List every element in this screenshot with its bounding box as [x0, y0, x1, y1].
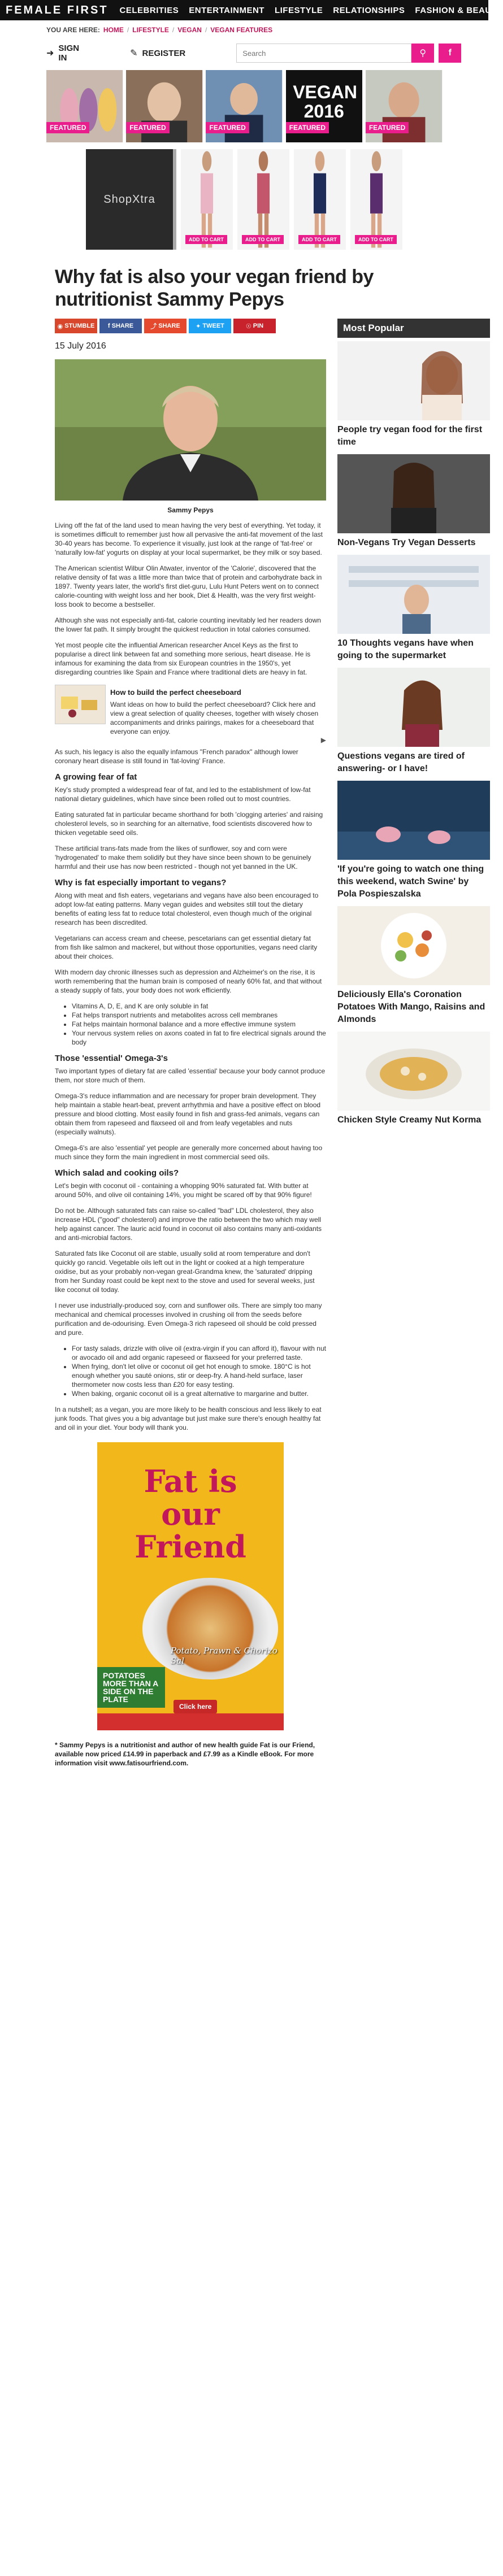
breadcrumb-vegan-features[interactable]: VEGAN FEATURES: [210, 26, 273, 34]
tweet-button[interactable]: [189, 319, 231, 333]
paragraph: Vegetarians can access cream and cheese, pescetarians can get essential dietary fat from fish like salmon and mackerel, but without those opportunities, vegans need clarity about their choices.: [55, 934, 318, 960]
featured-label: FEATURED: [206, 122, 249, 133]
content-columns: [55, 319, 485, 1779]
sidebar-item-image: [337, 454, 490, 533]
paragraph: Do not be. Although saturated fats can raise so-called "bad" LDL cholesterol, they also increase HDL ("good" cholesterol) and improve the ratio between the two which may well help against cancer. The lauric acid found in coconut oil also contains many anti-oxidants and anti-microbial factors.: [55, 1207, 322, 1242]
sponsored-promo[interactable]: [55, 685, 326, 744]
paragraph: The American scientist Wilbur Olin Atwater, inventor of the 'Calorie', discovered that the relative density of fat was a little more than twice that of protein and carbohydrate back in 1897. Twenty years later, the world's first diet-guru, Lulu Hunt Peters went on to connect calorie-counting with weight loss and her book, Diet & Health, was the very first weight-loss book to become a bestseller.: [55, 564, 322, 608]
cheeseboard-image: [55, 685, 105, 724]
content-wrapper: [0, 266, 488, 1779]
sidebar-image: [337, 668, 490, 747]
sidebar-item[interactable]: [337, 781, 490, 900]
top-nav-links: [120, 6, 503, 15]
sidebar-item-image: [337, 781, 490, 860]
register-icon: ✎: [130, 49, 138, 58]
share-label: SHARE: [158, 323, 180, 329]
register-label: REGISTER: [142, 48, 186, 58]
share-button[interactable]: [144, 319, 187, 333]
book-click-here-button[interactable]: Click here: [174, 1700, 217, 1713]
search-input[interactable]: [236, 43, 411, 63]
paragraph: Omega-6's are also 'essential' yet people are generally more concerned about having too much since they form the main ingredient in most commercial seed oils.: [55, 1144, 323, 1161]
sign-in-label: SIGN IN: [58, 43, 80, 63]
breadcrumb-separator: /: [127, 26, 129, 34]
sidebar-item[interactable]: [337, 454, 490, 549]
paragraph: As such, his legacy is also the equally infamous "French paradox" although lower coronary heart disease is still found in 'fat-loving' France.: [55, 748, 298, 765]
paragraph: Along with meat and fish eaters, vegetarians and vegans have also been encouraged to adopt low-fat eating patterns. Many vegan guides and websites still tout the dietary benefits of eating less fat to reduce total cholesterol, even though much of the original research has been discredited.: [55, 891, 319, 926]
paragraph: Living off the fat of the land used to mean having the very best of everything. Yet today, it is sometimes difficult to remember just how all pervasive the anti-fat movement of the last 30-40 years has become. To experience it visually, just look at the range of 'fat-free' or 'naturally low-fat' yogurts on display at your local supermarket, be they milk or soy based.: [55, 521, 323, 556]
sidebar-image: [337, 341, 490, 420]
sidebar: [337, 319, 490, 1779]
paragraph: I never use industrially-produced soy, corn and sunflower oils. There are simply too many mechanical and chemical processes involved in crushing oil from the seeds before purification and de-odourising. Even Omega-3 rich rapeseed oil should be cold pressed and pure.: [55, 1302, 322, 1337]
sidebar-item[interactable]: [337, 906, 490, 1026]
share-icon: ⤴: [150, 323, 159, 330]
list-item: • When baking, organic coconut oil is a great alternative to margarine and butter.: [72, 1389, 326, 1398]
nav-celebrities[interactable]: CELEBRITIES: [119, 5, 179, 15]
sidebar-item-title: 'If you're going to watch one thing this weekend, watch Swine' by Pola Pospieszalska: [337, 864, 484, 899]
sidebar-item[interactable]: [337, 555, 490, 662]
facebook-icon: f: [448, 48, 452, 58]
book-recipe-label: Potato, Prawn & Chorizo Sal: [171, 1646, 277, 1666]
book-cover[interactable]: [97, 1442, 284, 1730]
featured-item[interactable]: [286, 70, 362, 142]
nav-fashion-beauty[interactable]: FASHION & BEAUTY: [415, 5, 503, 15]
breadcrumb-lifestyle[interactable]: LIFESTYLE: [132, 26, 169, 34]
promo-thumbnail: [55, 685, 106, 724]
nav-relationships[interactable]: RELATIONSHIPS: [333, 5, 405, 15]
facebook-share-button[interactable]: [99, 319, 142, 333]
paragraph: Yet most people cite the influential American researcher Ancel Keys as the first to popularise a direct link between fat and something more serious, heart disease. He is infamous for examining the data from six European countries in the 1950's, yet disregarding countries like Spain and France where traditional diets are heavy in fat.: [55, 641, 311, 676]
sidebar-item-image: [337, 668, 490, 747]
breadcrumb-vegan[interactable]: VEGAN: [177, 26, 202, 34]
book-title-line: our: [161, 1496, 220, 1532]
stumble-button[interactable]: [55, 319, 97, 333]
search-bar: [236, 43, 461, 63]
register-link[interactable]: [130, 47, 185, 59]
fat-benefits-list: [72, 1002, 326, 1047]
sidebar-image: [337, 781, 490, 860]
pinterest-icon: ☉: [245, 323, 253, 330]
featured-label: FEATURED: [366, 122, 409, 133]
featured-strip: [0, 67, 488, 146]
article-date: 15 July 2016: [55, 341, 106, 351]
featured-vegan-2016-title: VEGAN 2016: [293, 82, 357, 121]
article-body: [55, 319, 326, 1779]
sidebar-item[interactable]: [337, 1032, 490, 1126]
book-title: [97, 1465, 284, 1563]
sidebar-item-title: Questions vegans are tired of answering- or I have!: [337, 751, 465, 773]
breadcrumb-separator: /: [172, 26, 175, 34]
section-heading: Which salad and cooking oils?: [55, 1168, 179, 1178]
top-nav: [0, 0, 503, 20]
pin-label: PIN: [253, 323, 264, 329]
paragraph: With modern day chronic illnesses such as depression and Alzheimer's on the rise, it is worth remembering that the human brain is composed of nearly 60% fat, and that without a steady supply of fats, your body does not work efficiently.: [55, 968, 322, 994]
add-to-cart-button[interactable]: ADD TO CART: [185, 235, 227, 244]
facebook-button[interactable]: [439, 43, 461, 63]
shop-item[interactable]: [237, 149, 289, 250]
add-to-cart-button[interactable]: ADD TO CART: [242, 235, 284, 244]
sidebar-image: [337, 906, 490, 985]
search-button[interactable]: [411, 43, 434, 63]
featured-item[interactable]: [46, 70, 123, 142]
add-to-cart-button[interactable]: ADD TO CART: [355, 235, 397, 244]
adchoices-icon[interactable]: ▶: [320, 736, 326, 744]
account-bar: [0, 40, 488, 67]
paragraph: Omega-3's reduce inflammation and are necessary for proper brain development. They help maintain a stable heart-beat, prevent arrhythmia and have a positive effect on blood pressure and blood clotting. Most easily found in fish and grass-fed animals, vegans can obtain them from rapeseed and flaxseed oil and from leafy vegetables and nuts (especially walnuts).: [55, 1092, 321, 1136]
promo-text: Want ideas on how to build the perfect cheeseboard? Click here and view a great selection of quality cheeses, together with wisely chosen accompaniments and drinks pairings, makes for a cheeseboard that everyone can enjoy.: [110, 700, 319, 736]
shop-item[interactable]: [294, 149, 346, 250]
sign-in-icon: ➜: [46, 49, 54, 58]
featured-item[interactable]: [206, 70, 282, 142]
section-heading: Those 'essential' Omega-3's: [55, 1054, 168, 1063]
photo-caption: Sammy Pepys: [167, 506, 214, 514]
list-item: • For tasty salads, drizzle with olive oil (extra-virgin if you can afford it), flavour with nut or avocado oil and add organic rapeseed or flaxseed for your preferred taste.: [72, 1344, 326, 1362]
author-photo-image: [55, 359, 326, 501]
facebook-icon: f: [107, 323, 112, 329]
featured-item[interactable]: [366, 70, 442, 142]
author-photo: [55, 359, 326, 501]
breadcrumb: [0, 20, 488, 40]
breadcrumb-separator: /: [205, 26, 207, 34]
pin-button[interactable]: [233, 319, 276, 333]
paragraph: Saturated fats like Coconut oil are stable, usually solid at room temperature and don't quickly go rancid. Vegetable oils left out in the light or cooked at a high temperature oxidise, but as your probably non-vegan great-Grandma knew, the 'saturated' dripping from her Sunday roast could be kept next to the stove and used for several weeks, just like coconut oil today.: [55, 1250, 315, 1294]
shop-item[interactable]: [350, 149, 402, 250]
shop-strip: [0, 146, 488, 253]
oil-tips-list: [72, 1344, 326, 1398]
book-title-line: Fat is: [144, 1463, 237, 1499]
list-item: • Vitamins A, D, E, and K are only soluble in fat: [72, 1002, 326, 1011]
featured-label: FEATURED: [286, 122, 329, 133]
sidebar-item-image: [337, 1032, 490, 1111]
featured-label: FEATURED: [46, 122, 89, 133]
sidebar-item-title: 10 Thoughts vegans have when going to the supermarket: [337, 638, 474, 660]
add-to-cart-button[interactable]: ADD TO CART: [298, 235, 340, 244]
list-item: • Fat helps maintain hormonal balance and a more effective immune system: [72, 1020, 326, 1029]
sidebar-image: [337, 454, 490, 533]
sidebar-item-image: [337, 341, 490, 420]
stumble-label: STUMBLE: [64, 323, 95, 329]
paragraph: Two important types of dietary fat are called 'essential' because your body cannot produce them, nor store much of them.: [55, 1067, 326, 1084]
promo-title[interactable]: How to build the perfect cheeseboard: [110, 688, 241, 697]
paragraph: Let's begin with coconut oil - containing a whopping 90% saturated fat. With butter at around 50%, and olive oil containing 14%, you might be scared off by that 90% figure!: [55, 1182, 312, 1199]
stumble-icon: ◉: [57, 323, 65, 330]
sidebar-image: [337, 1032, 490, 1111]
shop-item[interactable]: [181, 149, 233, 250]
sidebar-item-title: Deliciously Ella's Coronation Potatoes With Mango, Raisins and Almonds: [337, 990, 485, 1024]
featured-item[interactable]: [126, 70, 202, 142]
list-item: • Fat helps transport nutrients and metabolites across cell membranes: [72, 1011, 326, 1020]
paragraph: Although she was not especially anti-fat, calorie counting inevitably led her readers down the lower fat path. It simply brought the quickest reduction in total calories consumed.: [55, 616, 321, 633]
tweet-label: TWEET: [202, 323, 224, 329]
list-item: • When frying, don't let olive or coconut oil get hot enough to smoke. 180°C is hot enough whether you sauté onions, stir or deep-fry. A hand-held surface, laser thermometer now costs less than £20 for easy testing.: [72, 1362, 326, 1389]
nav-entertainment[interactable]: ENTERTAINMENT: [189, 5, 264, 15]
sidebar-item-title: Non-Vegans Try Vegan Desserts: [337, 538, 476, 547]
paragraph: In a nutshell; as a vegan, you are more likely to be health conscious and less likely to eat junk foods. That gives you a big advantage but just make sure there's enough healthy fat and oil in your diet. Your body will thank you.: [55, 1406, 322, 1431]
shopxtra-logo[interactable]: ShopXtra: [86, 149, 176, 250]
nav-lifestyle[interactable]: LIFESTYLE: [274, 5, 323, 15]
paragraph: Key's study prompted a widespread fear of fat, and led to the establishment of low-fat national dietary guidelines, which have since been rolled out to most countries.: [55, 786, 311, 803]
facebook-share-label: SHARE: [111, 323, 134, 329]
section-heading: A growing fear of fat: [55, 772, 137, 782]
sidebar-image: [337, 555, 490, 634]
list-item: • Your nervous system relies on axons coated in fat to fire electrical signals around the body: [72, 1029, 326, 1047]
breadcrumb-lead: YOU ARE HERE:: [46, 26, 100, 34]
sign-in-link[interactable]: [46, 43, 79, 63]
book-potatoes-badge: POTATOES MORE THAN A SIDE ON THE PLATE: [97, 1667, 165, 1708]
author-footnote: * Sammy Pepys is a nutritionist and author of new health guide Fat is our Friend, available now priced £14.99 in paperback and £7.99 as a Kindle eBook. For more information visit www.fatisourfriend.com.: [55, 1741, 315, 1767]
site-logo[interactable]: FEMALE FIRST: [6, 3, 109, 16]
featured-label: FEATURED: [126, 122, 169, 133]
paragraph: These artificial trans-fats made from the likes of sunflower, soy and corn were 'hydrogenated' to make them solidify but they have since been shown to be genuinely harmful and their use has now been restricted - though not yet banned in the UK.: [55, 845, 311, 871]
sidebar-item-title: Chicken Style Creamy Nut Korma: [337, 1115, 482, 1125]
most-popular-heading: Most Popular: [337, 319, 490, 338]
search-icon: ⚲: [419, 49, 427, 58]
section-heading: Why is fat especially important to vegans?: [55, 878, 227, 887]
breadcrumb-home[interactable]: HOME: [103, 26, 124, 34]
sidebar-item-title: People try vegan food for the first time: [337, 425, 483, 447]
article-title: Why fat is also your vegan friend by nutritionist Sammy Pepys: [55, 266, 374, 310]
promo-content: [110, 685, 326, 736]
sidebar-item-image: [337, 906, 490, 985]
twitter-icon: ✦: [196, 323, 203, 330]
sidebar-item[interactable]: [337, 341, 490, 449]
sidebar-item[interactable]: [337, 668, 490, 775]
paragraph: Eating saturated fat in particular became shorthand for both 'clogging arteries' and raising cholesterol levels, so in searching for an alternative, food scientists discovered how to thicken vegetable seed oils.: [55, 811, 323, 837]
share-bar: [55, 319, 326, 333]
sidebar-item-image: [337, 555, 490, 634]
book-bottom-band: [97, 1713, 284, 1730]
book-title-line: Friend: [135, 1529, 246, 1565]
